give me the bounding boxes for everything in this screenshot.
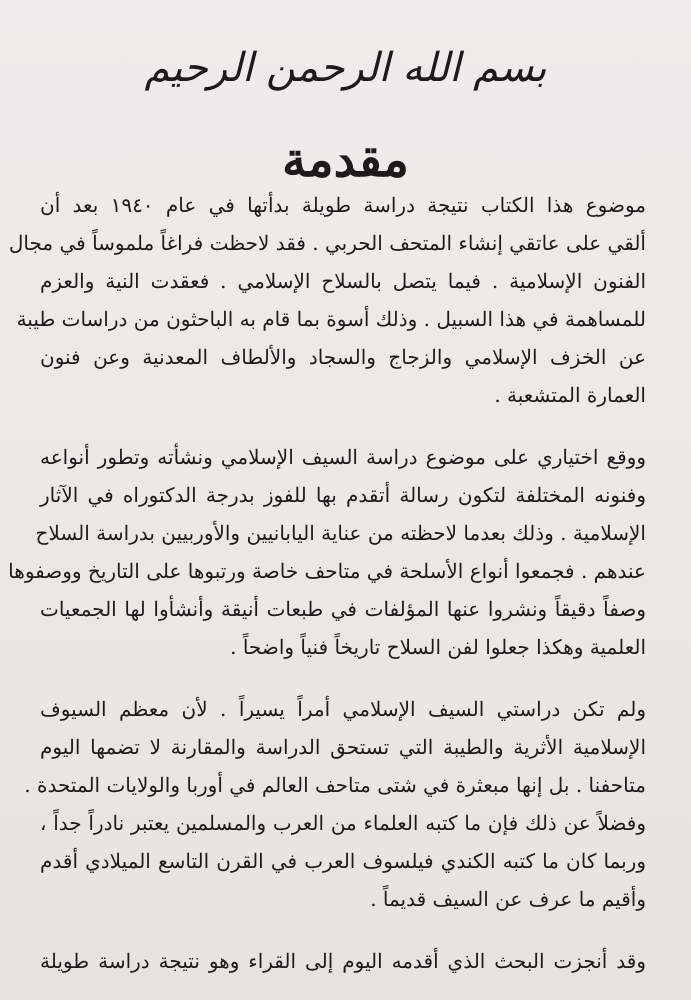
text-line: الإسلامية الأثرية والطيبة التي تستحق الدراسة والمقارنة لا تضمها اليوم [40, 735, 646, 759]
paragraph-1 [8, 186, 647, 414]
paragraph-3 [24, 690, 646, 918]
text-line: العمارة المتشعبة . [494, 383, 646, 407]
text-line: عن الخزف الإسلامي والزجاج والسجاد والألطاف المعدنية وعن فنون [40, 345, 646, 369]
text-line: للمساهمة في هذا السبيل . وذلك أسوة بما قام به الباحثون من دراسات طيبة [16, 307, 646, 331]
page-title: مقدمة [282, 132, 409, 188]
text-line: العلمية وهكذا جعلوا لفن السلاح تاريخاً فنياً واضحاً . [230, 635, 646, 659]
text-line: وقد أنجزت البحث الذي أقدمه اليوم إلى القراء وهو نتيجة دراسة طويلة [40, 949, 646, 973]
text-line: وربما كان ما كتبه الكندي فيلسوف العرب في القرن التاسع الميلادي أقدم [40, 849, 646, 873]
text-line: متاحفنا . بل إنها مبعثرة في شتى متاحف العالم في أوربا والولايات المتحدة . [24, 773, 646, 797]
text-line: وفضلاً عن ذلك فإن ما كتبه العلماء من العرب والمسلمين يعتبر نادراً جداً ، [40, 811, 646, 835]
paragraph-2 [8, 438, 646, 666]
text-line: ولم تكن دراستي السيف الإسلامي أمراً يسيراً . لأن معظم السيوف [40, 697, 646, 721]
text-line: وصفاً دقيقاً ونشروا عنها المؤلفات في طبعات أنيقة وأنشأوا لها الجمعيات [40, 597, 646, 621]
text-line: موضوع هذا الكتاب نتيجة دراسة طويلة بدأتها في عام ١٩٤٠ بعد أن [40, 193, 647, 217]
text-line: وأقيم ما عرف عن السيف قديماً . [370, 887, 646, 911]
text-line: الفنون الإسلامية . فيما يتصل بالسلاح الإسلامي . فعقدت النية والعزم [40, 269, 646, 293]
text-line: وفنونه المختلفة لتكون رسالة أتقدم بها للفوز بدرجة الدكتوراه في الآثار [40, 483, 646, 507]
bismillah-heading: بسم الله الرحمن الرحيم [144, 45, 547, 91]
paragraph-4 [40, 942, 646, 980]
text-line: ووقع اختياري على موضوع دراسة السيف الإسلامي ونشأته وتطور أنواعه [40, 445, 646, 469]
body-text [8, 186, 647, 980]
text-line: عندهم . فجمعوا أنواع الأسلحة في متاحف خاصة ورتبوها على التاريخ ووصفوها [8, 559, 646, 583]
text-line: ألقي على عاتقي إنشاء المتحف الحربي . فقد لاحظت فراغاً ملموساً في مجال [8, 231, 646, 255]
text-line: الإسلامية . وذلك بعدما لاحظته من عناية اليابانيين والأوربيين بدراسة السلاح [35, 521, 646, 545]
